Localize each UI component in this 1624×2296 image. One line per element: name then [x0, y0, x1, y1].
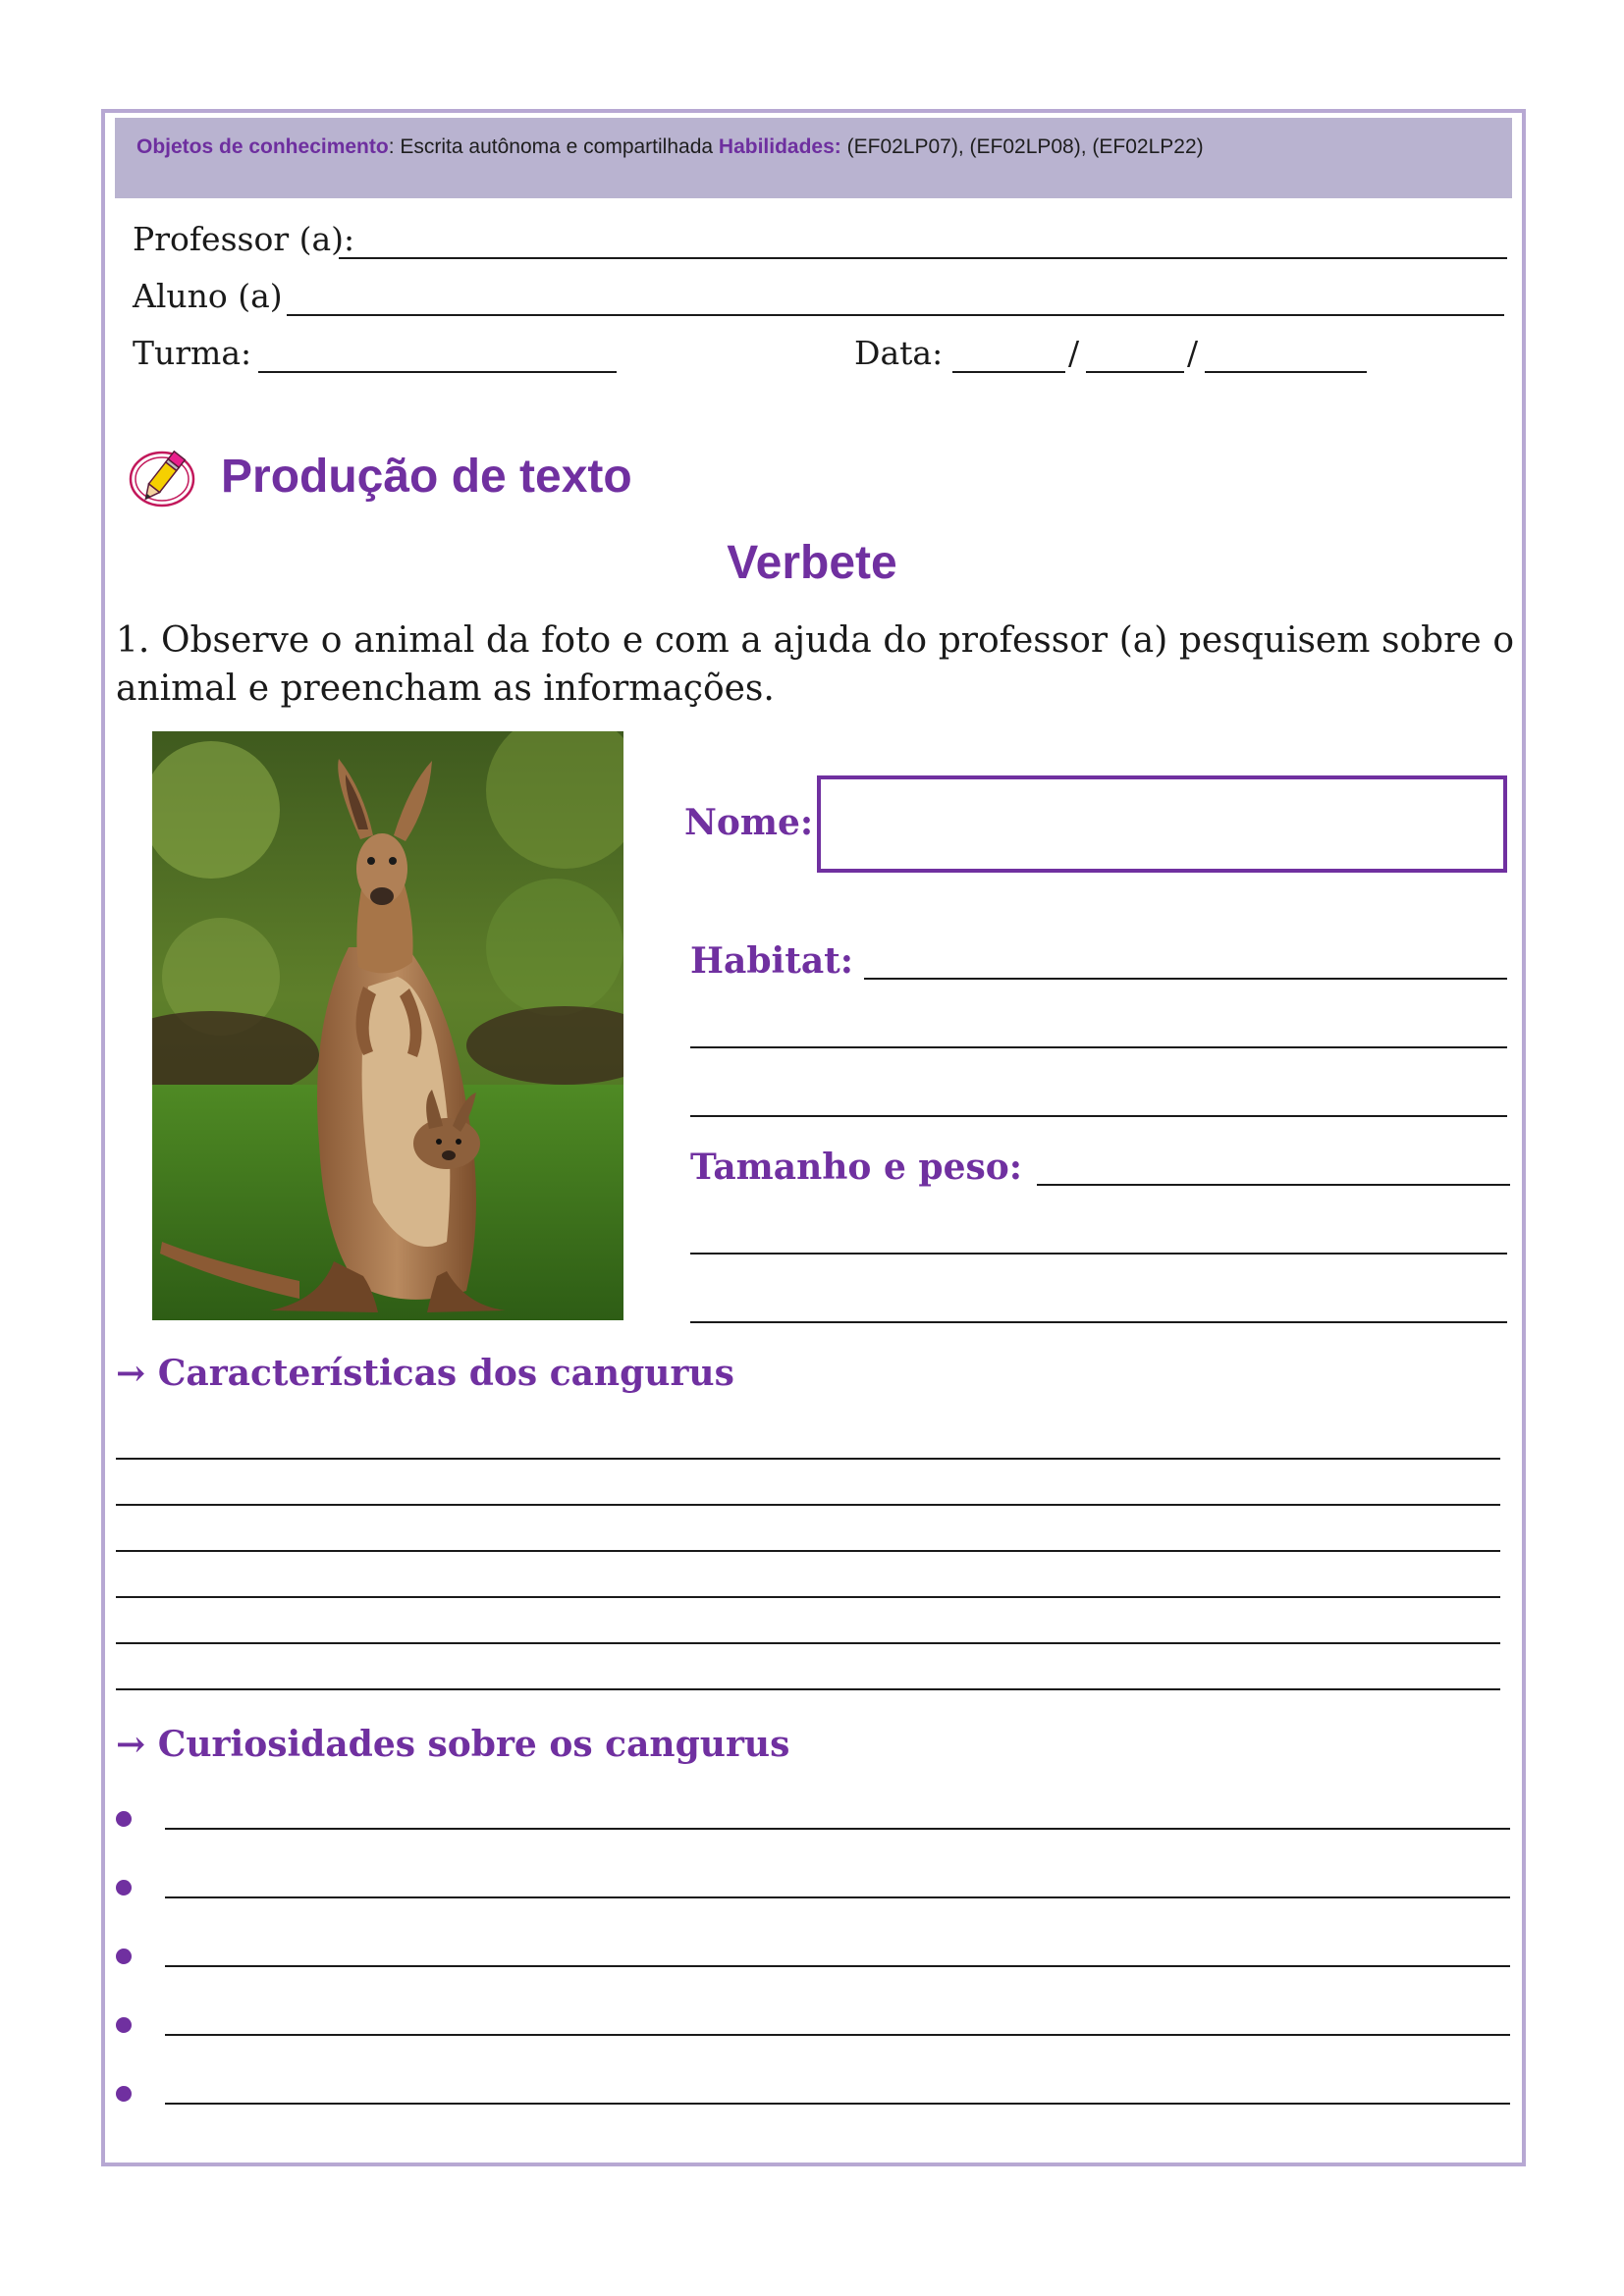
turma-label: Turma:: [133, 334, 252, 372]
date-separator: /: [1187, 334, 1199, 372]
pencil-icon: [128, 444, 196, 512]
tamanho-line[interactable]: [690, 1321, 1507, 1323]
caracteristicas-line[interactable]: [116, 1688, 1500, 1690]
caracteristicas-line[interactable]: [116, 1458, 1500, 1460]
habitat-line[interactable]: [690, 1046, 1507, 1048]
arrow-icon: →: [116, 1724, 146, 1765]
tamanho-line[interactable]: [1037, 1184, 1510, 1186]
professor-line[interactable]: [339, 257, 1507, 259]
objetos-value: : Escrita autônoma e compartilhada: [388, 135, 719, 158]
habilidades-value: (EF02LP07), (EF02LP08), (EF02LP22): [840, 135, 1204, 158]
tamanho-line[interactable]: [690, 1253, 1507, 1255]
section-title: Produção de texto: [221, 451, 632, 503]
caracteristicas-title: Características dos cangurus: [157, 1353, 734, 1394]
curiosidade-line[interactable]: [165, 2034, 1510, 2036]
date-month-line[interactable]: [1086, 371, 1184, 373]
habilidades-label: Habilidades:: [718, 135, 841, 158]
nome-input-box[interactable]: [817, 775, 1507, 873]
caracteristicas-line[interactable]: [116, 1596, 1500, 1598]
habitat-label: Habitat:: [690, 940, 854, 982]
section-subtitle: Verbete: [727, 537, 897, 589]
date-year-line[interactable]: [1205, 371, 1367, 373]
professor-label: Professor (a):: [133, 220, 355, 258]
data-label: Data:: [854, 334, 944, 372]
curiosidades-heading: [116, 1724, 789, 1765]
nome-label: Nome:: [684, 802, 814, 843]
curiosidades-title: Curiosidades sobre os cangurus: [157, 1724, 790, 1765]
bullet-icon: [116, 1949, 132, 1964]
caracteristicas-heading: [116, 1353, 734, 1394]
caracteristicas-line[interactable]: [116, 1504, 1500, 1506]
date-day-line[interactable]: [952, 371, 1065, 373]
aluno-line[interactable]: [287, 314, 1504, 316]
tamanho-label: Tamanho e peso:: [690, 1147, 1023, 1188]
habitat-line[interactable]: [690, 1115, 1507, 1117]
habitat-line[interactable]: [864, 978, 1507, 980]
bullet-icon: [116, 1811, 132, 1827]
header-banner: [115, 118, 1512, 198]
bullet-icon: [116, 2086, 132, 2102]
curiosidade-line[interactable]: [165, 1828, 1510, 1830]
aluno-label: Aluno (a): [133, 277, 283, 315]
kangaroo-photo: [152, 731, 623, 1320]
curiosidade-line[interactable]: [165, 2103, 1510, 2105]
date-separator: /: [1068, 334, 1080, 372]
caracteristicas-line[interactable]: [116, 1642, 1500, 1644]
caracteristicas-line[interactable]: [116, 1550, 1500, 1552]
bullet-icon: [116, 1880, 132, 1896]
turma-line[interactable]: [258, 371, 617, 373]
arrow-icon: →: [116, 1353, 146, 1394]
bullet-icon: [116, 2017, 132, 2033]
curiosidade-line[interactable]: [165, 1896, 1510, 1898]
objetos-label: Objetos de conhecimento: [136, 135, 389, 158]
instruction-text: 1. Observe o animal da foto e com a ajuda do professor (a) pesquisem sobre o animal e preencham as informações.: [116, 620, 1514, 709]
curiosidade-line[interactable]: [165, 1965, 1510, 1967]
